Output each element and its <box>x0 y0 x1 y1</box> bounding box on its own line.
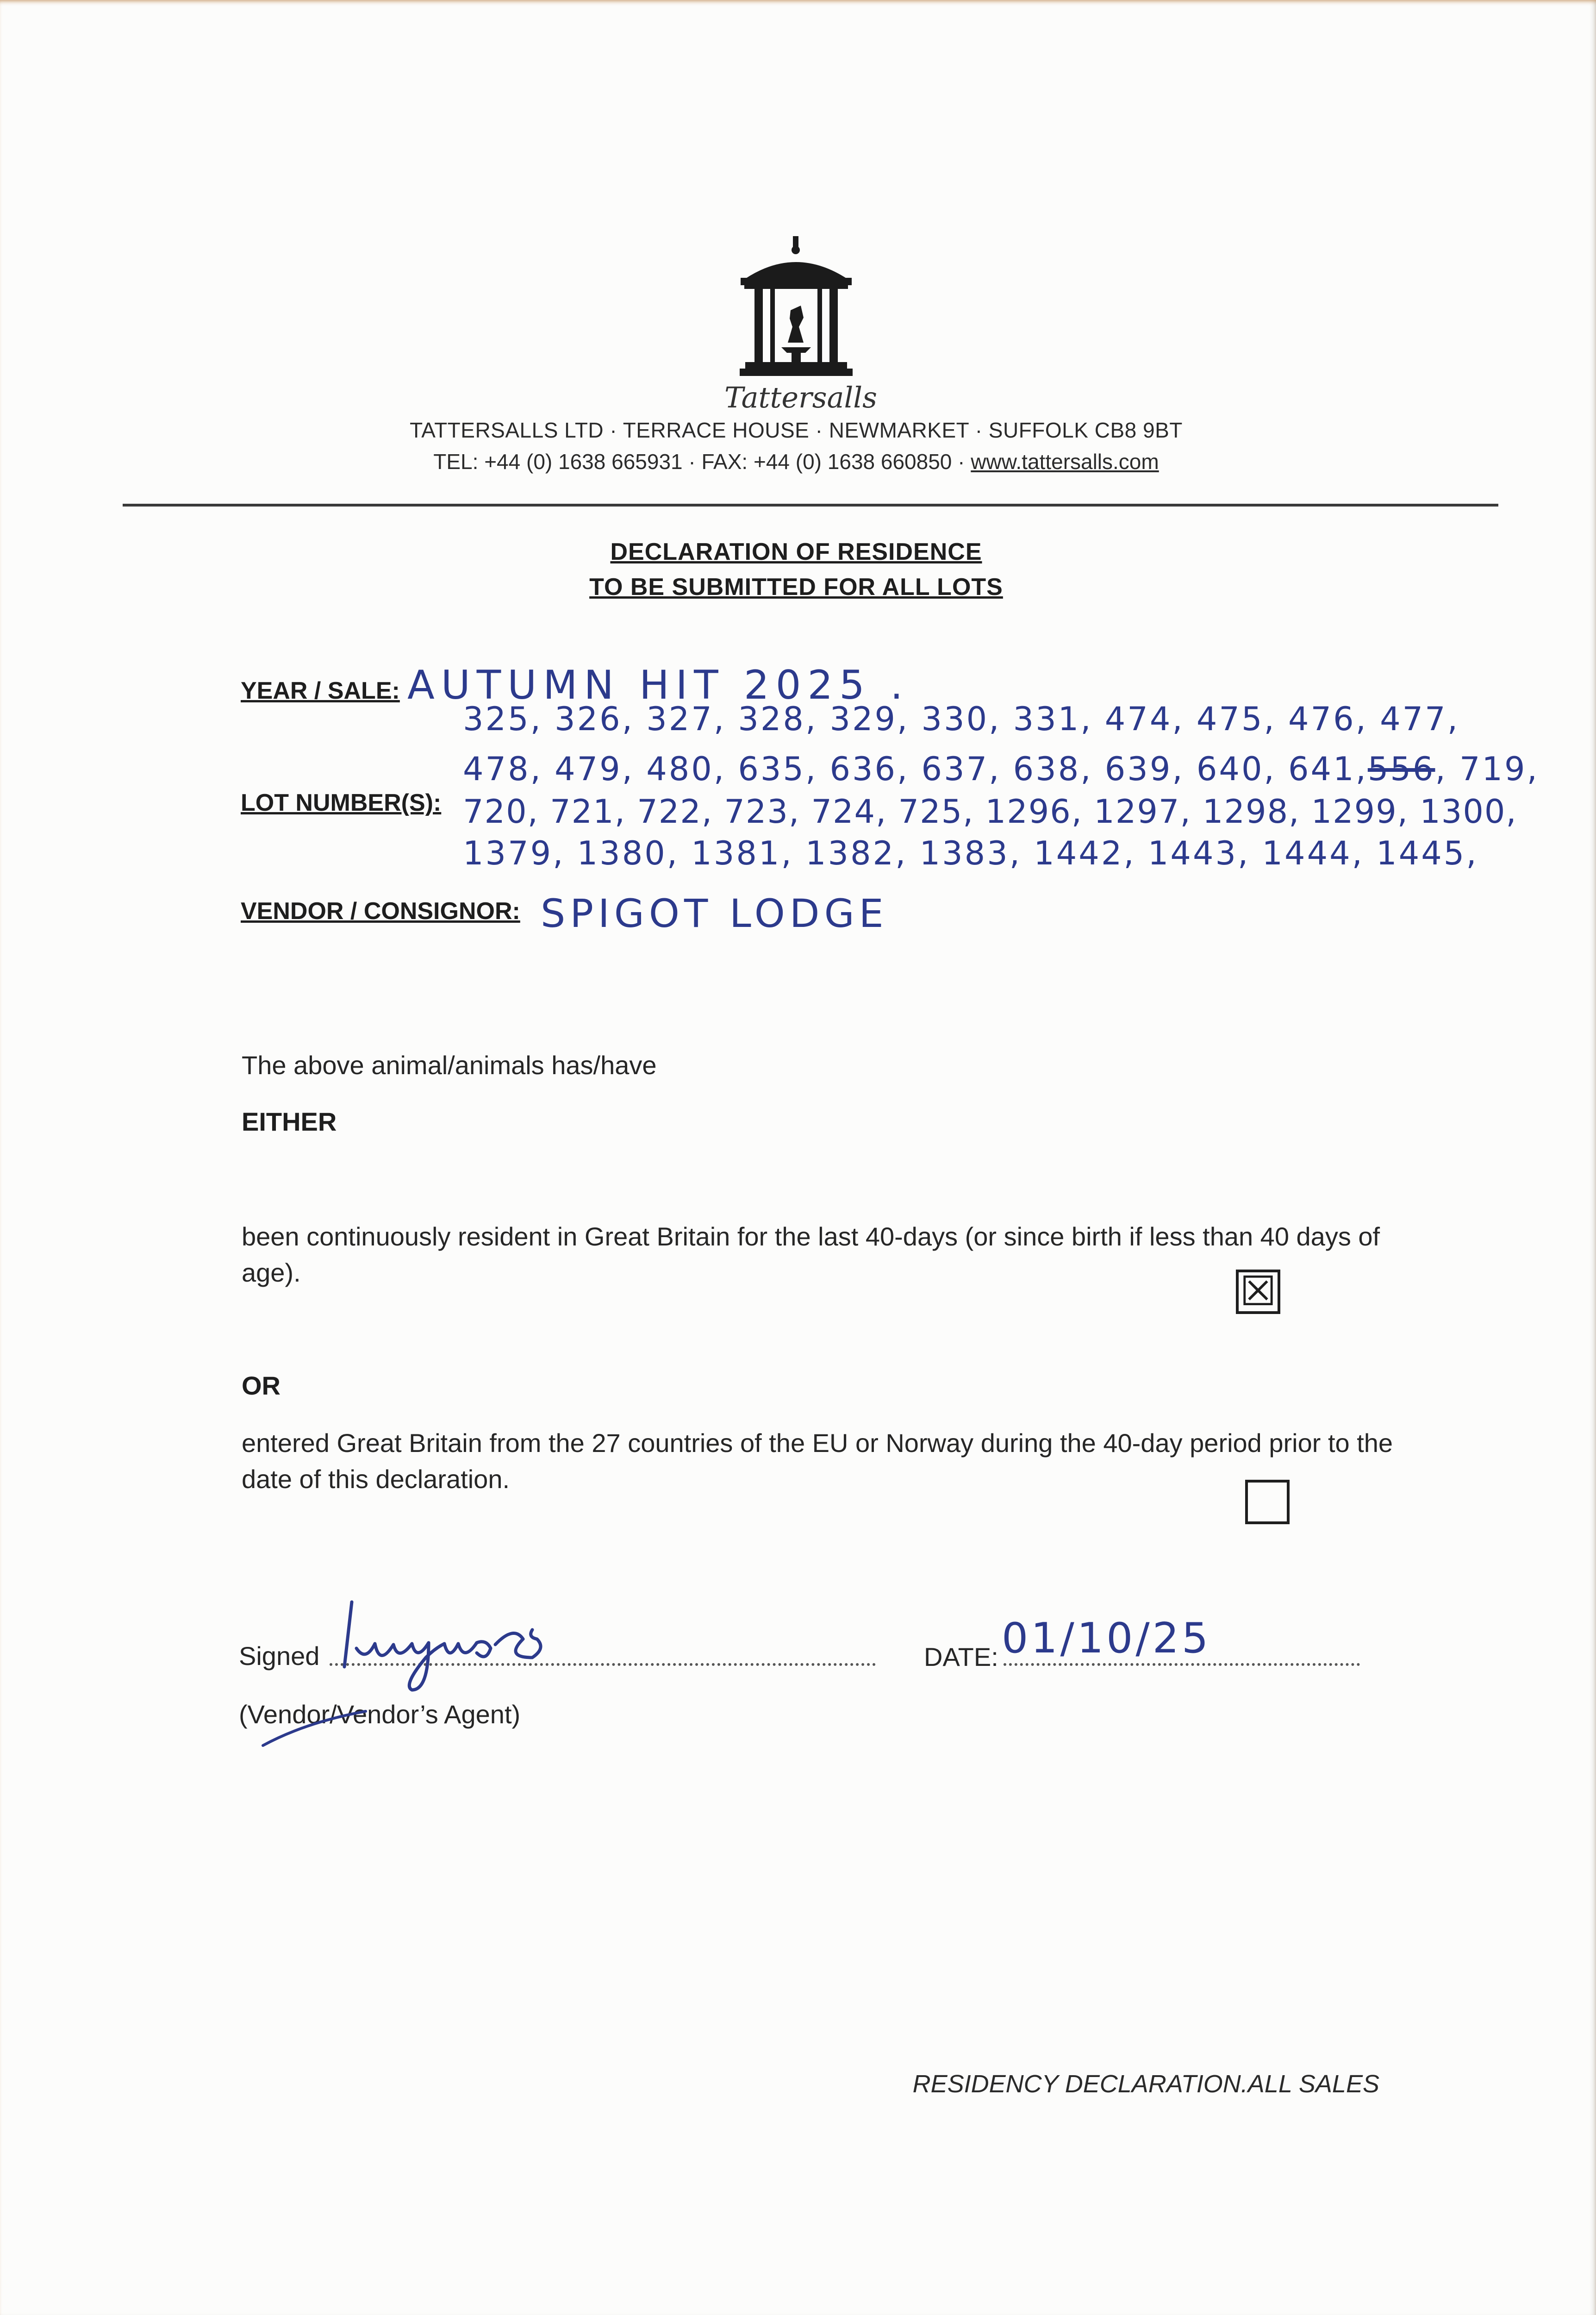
website-link[interactable]: www.tattersalls.com <box>971 450 1159 474</box>
either-heading: EITHER <box>242 1107 337 1136</box>
option-1-text: been continuously resident in Great Britain for the last 40-days (or since birth if less than 40 days of age). <box>242 1222 1380 1287</box>
brand-name: Tattersalls <box>724 381 877 414</box>
vendor-label: VENDOR / CONSIGNOR: <box>241 898 520 925</box>
lot-numbers-label: LOT NUMBER(S): <box>241 789 442 816</box>
vendor-agent-note: (Vendor/Vendor’s Agent) <box>239 1700 521 1729</box>
document-subtitle: TO BE SUBMITTED FOR ALL LOTS <box>589 574 1003 601</box>
date-value[interactable]: 01/10/25 <box>1002 1614 1211 1663</box>
document-title: DECLARATION OF RESIDENCE <box>610 538 982 565</box>
date-label: DATE: <box>924 1642 998 1671</box>
option-2-checkbox[interactable] <box>1245 1480 1290 1524</box>
footer-text: RESIDENCY DECLARATION.ALL SALES <box>912 2070 1379 2098</box>
year-sale-value[interactable]: AUTUMN HIT 2025 . <box>407 662 910 708</box>
contact-phone-fax: TEL: +44 (0) 1638 665931 · FAX: +44 (0) 1638 660850 · <box>433 450 971 474</box>
lot-numbers-line-2[interactable] <box>463 750 1539 788</box>
year-sale-label: YEAR / SALE: <box>241 677 400 704</box>
or-heading: OR <box>242 1371 281 1400</box>
tattersalls-logo-icon <box>736 236 856 380</box>
lot-numbers-line-1[interactable]: 325, 326, 327, 328, 329, 330, 331, 474, 475, 476, 477, <box>463 700 1459 738</box>
lot-numbers-line-2-tail: , 719, <box>1435 750 1539 788</box>
intro-text: The above animal/animals has/have <box>242 1051 657 1080</box>
handwritten-signature <box>338 1593 560 1695</box>
lot-numbers-line-4[interactable]: 1379, 1380, 1381, 1382, 1383, 1442, 1443, 1444, 1445, <box>463 834 1478 872</box>
date-line[interactable] <box>1004 1663 1360 1666</box>
option-1-checkbox[interactable]: ☒ <box>1236 1270 1280 1314</box>
strikethrough-mark <box>259 1708 370 1750</box>
lot-numbers-line-3[interactable]: 720, 721, 722, 723, 724, 725, 1296, 1297, 1298, 1299, 1300, <box>463 793 1517 831</box>
lot-numbers-line-2-main: 478, 479, 480, 635, 636, 637, 638, 639, 640, 641, <box>463 750 1368 788</box>
company-contact <box>324 449 1268 474</box>
company-address: TATTERSALLS LTD · TERRACE HOUSE · NEWMARKET · SUFFOLK CB8 9BT <box>410 418 1183 442</box>
vendor-value[interactable]: SPIGOT LODGE <box>541 891 888 936</box>
header-divider <box>123 504 1498 507</box>
option-2-text: entered Great Britain from the 27 countries of the EU or Norway during the 40-day period prior to the date of this declaration. <box>242 1428 1393 1494</box>
signed-label: Signed <box>239 1641 320 1671</box>
struck-lot-number: 556 <box>1367 750 1435 788</box>
